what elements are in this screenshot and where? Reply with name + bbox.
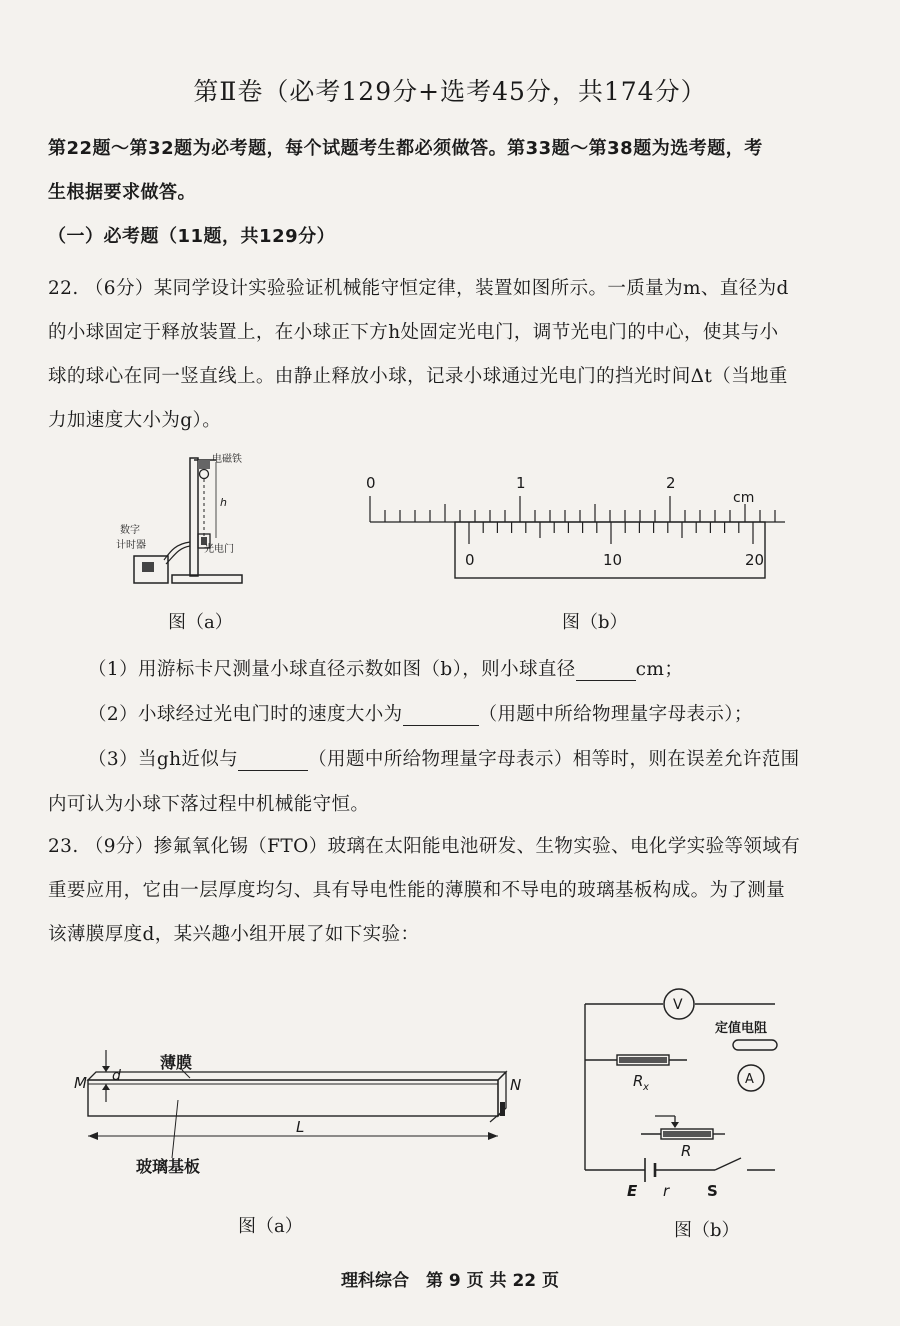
main-scale-unit: cm — [733, 490, 755, 506]
page-title: 第Ⅱ卷（必考129分+选考45分，共174分） — [193, 77, 707, 106]
q22-sub-1 — [88, 655, 683, 681]
q22-figure-a-apparatus — [116, 448, 270, 596]
label-timer-2: 计时器 — [116, 540, 146, 551]
q23-figure-b-circuit — [575, 990, 800, 1210]
q22-sub-1-unit: cm； — [635, 659, 684, 680]
answer-blank-1[interactable] — [576, 659, 636, 681]
q22-figure-a-caption: 图（a） — [168, 612, 233, 633]
q23-figure-a-fto-glass — [70, 1040, 540, 1180]
question-23-text — [48, 825, 848, 957]
label-d: d — [112, 1068, 121, 1084]
q23-line: 重要应用，它由一层厚度均匀、具有导电性能的薄膜和不导电的玻璃基板构成。为了测量 — [48, 880, 786, 901]
q22-sub-3-text: （3）当gh近似与 — [88, 749, 239, 770]
q22-line: 22. （6分）某同学设计实验验证机械能守恒定律，装置如图所示。一质量为m、直径为d — [48, 278, 789, 299]
label-photogate: 光电门 — [204, 544, 234, 555]
voltmeter-label: V — [673, 997, 683, 1013]
main-scale-label: 1 — [516, 474, 526, 492]
q23-figure-a-caption: 图（a） — [238, 1216, 303, 1237]
q22-line: 球的球心在同一竖直线上。由静止释放小球，记录小球通过光电门的挡光时间Δt（当地重 — [48, 366, 788, 387]
answer-blank-2[interactable] — [403, 704, 479, 726]
q22-sub-1-text: （1）用游标卡尺测量小球直径示数如图（b），则小球直径 — [88, 659, 576, 680]
q23-line: 该薄膜厚度d，某兴趣小组开展了如下实验： — [48, 924, 420, 945]
answer-blank-3[interactable] — [238, 749, 308, 771]
vernier-scale-label: 10 — [603, 551, 623, 569]
rx-subscript: x — [643, 1082, 649, 1093]
label-timer-1: 数字 — [120, 525, 140, 536]
vernier-scale-label: 0 — [465, 551, 475, 569]
q22-line: 力加速度大小为g）。 — [48, 410, 222, 431]
label-N: N — [510, 1076, 522, 1094]
q22-sub-2-text: （2）小球经过光电门时的速度大小为 — [88, 704, 403, 725]
q22-line: 的小球固定于释放装置上，在小球正下方h处固定光电门，调节光电门的中心，使其与小 — [48, 322, 779, 343]
q23-line: 23. （9分）掺氟氧化锡（FTO）玻璃在太阳能电池研发、生物实验、电化学实验等领域有 — [48, 836, 801, 857]
emf-label: E — [627, 1182, 638, 1200]
q22-sub-2-tail: （用题中所给物理量字母表示）； — [478, 704, 753, 725]
main-scale-label: 2 — [666, 474, 676, 492]
q22-figure-b-vernier-caliper — [355, 470, 795, 590]
label-h: h — [220, 496, 227, 509]
internal-resistance-label: r — [663, 1182, 670, 1200]
question-22-text — [48, 267, 848, 443]
label-film: 薄膜 — [160, 1053, 193, 1072]
section-heading: （一）必考题（11题，共129分） — [48, 226, 336, 247]
instructions-line-2: 生根据要求做答。 — [48, 182, 196, 203]
label-M: M — [74, 1074, 87, 1092]
fixed-resistor-label: 定值电阻 — [715, 1021, 768, 1036]
label-magnet: 电磁铁 — [212, 454, 242, 465]
q23-figure-b-caption: 图（b） — [674, 1220, 740, 1241]
main-scale-label: 0 — [366, 474, 376, 492]
vernier-scale-label: 20 — [745, 551, 765, 569]
q22-sub-3-line-2: 内可认为小球下落过程中机械能守恒。 — [48, 794, 370, 815]
q22-figure-b-caption: 图（b） — [562, 612, 628, 633]
rx-label: R — [633, 1072, 644, 1090]
switch-label: S — [707, 1182, 718, 1200]
label-glass-substrate: 玻璃基板 — [136, 1157, 201, 1176]
label-L: L — [296, 1118, 305, 1136]
page-footer: 理科综合 第 9 页 共 22 页 — [340, 1271, 560, 1291]
q22-sub-3 — [88, 745, 800, 771]
rheostat-label: R — [681, 1142, 692, 1160]
instructions-line-1: 第22题～第32题为必考题，每个试题考生都必须做答。第33题～第38题为选考题，考 — [48, 138, 763, 159]
q22-sub-2 — [88, 700, 753, 726]
ammeter-label: A — [745, 1072, 754, 1087]
q22-sub-3-tail: （用题中所给物理量字母表示）相等时，则在误差允许范围 — [308, 749, 800, 770]
